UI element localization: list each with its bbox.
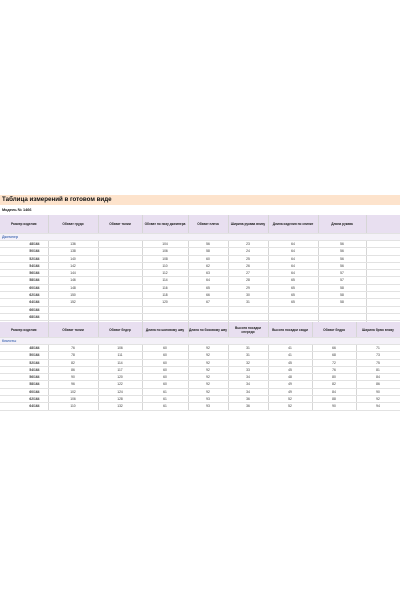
section-row bbox=[0, 234, 400, 241]
table-row bbox=[0, 374, 400, 381]
table-cell bbox=[48, 306, 98, 313]
column-header: Размер изделия bbox=[0, 322, 48, 338]
table-cell: 111 bbox=[98, 352, 142, 359]
table-row bbox=[0, 241, 400, 248]
size-cell: 60/164 bbox=[0, 284, 48, 291]
table-cell bbox=[366, 299, 400, 306]
table-cell bbox=[366, 292, 400, 299]
table-row bbox=[0, 292, 400, 299]
table-row bbox=[0, 306, 400, 313]
section-label: Джемпер bbox=[0, 234, 400, 241]
table-cell: 65 bbox=[268, 299, 318, 306]
table-cell: 57 bbox=[318, 277, 366, 284]
table-row bbox=[0, 352, 400, 359]
table-cell: 28 bbox=[228, 277, 268, 284]
table-cell: 32 bbox=[228, 359, 268, 366]
table-cell: 108 bbox=[142, 255, 188, 262]
table-cell: 45 bbox=[268, 359, 312, 366]
size-cell: 58/164 bbox=[0, 277, 48, 284]
table-cell: 78 bbox=[48, 352, 98, 359]
measurements-table-jumper bbox=[0, 215, 400, 329]
table-cell: 92 bbox=[188, 345, 228, 352]
table-cell: 72 bbox=[312, 359, 356, 366]
table-cell: 64 bbox=[268, 241, 318, 248]
table-cell: 76 bbox=[312, 366, 356, 373]
table-cell bbox=[98, 262, 142, 269]
table-cell: 114 bbox=[142, 277, 188, 284]
table-cell: 124 bbox=[98, 388, 142, 395]
table-cell bbox=[142, 306, 188, 313]
table-cell: 56 bbox=[188, 241, 228, 248]
table-cell: 76 bbox=[48, 345, 98, 352]
table-cell: 60 bbox=[142, 366, 188, 373]
table-row bbox=[0, 381, 400, 388]
table-cell bbox=[98, 313, 142, 320]
table-cell bbox=[188, 306, 228, 313]
table-cell bbox=[98, 284, 142, 291]
table-cell: 27 bbox=[228, 270, 268, 277]
table-cell: 64 bbox=[268, 255, 318, 262]
table-cell bbox=[98, 299, 142, 306]
table-cell bbox=[228, 313, 268, 320]
table-cell: 67 bbox=[188, 299, 228, 306]
table-cell: 144 bbox=[48, 270, 98, 277]
table-cell: 64 bbox=[268, 248, 318, 255]
table-cell: 58 bbox=[318, 292, 366, 299]
table-cell: 41 bbox=[268, 345, 312, 352]
table-cell: 92 bbox=[188, 388, 228, 395]
size-cell: 48/164 bbox=[0, 241, 48, 248]
table-cell bbox=[318, 306, 366, 313]
size-cell: 54/164 bbox=[0, 262, 48, 269]
size-cell: 50/164 bbox=[0, 352, 48, 359]
table-cell: 120 bbox=[142, 299, 188, 306]
table-cell: 112 bbox=[142, 270, 188, 277]
table-cell: 71 bbox=[356, 345, 400, 352]
size-cell: 58/164 bbox=[0, 381, 48, 388]
table-cell: 80 bbox=[312, 374, 356, 381]
table-cell: 64 bbox=[268, 262, 318, 269]
table-cell bbox=[366, 270, 400, 277]
table-row bbox=[0, 262, 400, 269]
table-cell: 29 bbox=[228, 284, 268, 291]
table-cell: 61 bbox=[142, 396, 188, 403]
column-header: Ширина рукава внизу bbox=[228, 215, 268, 234]
table-cell: 92 bbox=[188, 381, 228, 388]
table-cell: 60 bbox=[188, 255, 228, 262]
size-cell: 62/164 bbox=[0, 396, 48, 403]
table-row bbox=[0, 359, 400, 366]
table-cell: 92 bbox=[188, 352, 228, 359]
table-cell bbox=[366, 277, 400, 284]
table-cell: 93 bbox=[188, 396, 228, 403]
section-row bbox=[0, 338, 400, 345]
table-cell bbox=[98, 248, 142, 255]
table-cell: 116 bbox=[142, 284, 188, 291]
column-header: Ширина брюк внизу bbox=[356, 322, 400, 338]
table-cell: 110 bbox=[48, 403, 98, 410]
table-cell bbox=[142, 313, 188, 320]
table-cell bbox=[98, 270, 142, 277]
column-header: Длина рукава bbox=[318, 215, 366, 234]
table-cell: 45 bbox=[268, 366, 312, 373]
size-cell: 64/164 bbox=[0, 403, 48, 410]
table-cell: 117 bbox=[98, 366, 142, 373]
table-cell: 88 bbox=[312, 396, 356, 403]
table-cell bbox=[98, 255, 142, 262]
table-cell: 132 bbox=[98, 403, 142, 410]
table-cell: 90 bbox=[356, 388, 400, 395]
table-row bbox=[0, 403, 400, 410]
table-cell: 84 bbox=[356, 374, 400, 381]
table-cell: 94 bbox=[356, 403, 400, 410]
column-header: Обхват бедра bbox=[312, 322, 356, 338]
table-cell: 66 bbox=[312, 345, 356, 352]
table-cell: 102 bbox=[48, 388, 98, 395]
page-title: Таблица измерений в готовом виде bbox=[2, 196, 112, 203]
column-header: Обхват бедер bbox=[98, 322, 142, 338]
table-cell bbox=[366, 284, 400, 291]
table-header-row bbox=[0, 322, 400, 338]
section-label: Кюлоты bbox=[0, 338, 400, 345]
column-header bbox=[366, 215, 400, 234]
size-cell: 52/164 bbox=[0, 359, 48, 366]
size-cell: 66/164 bbox=[0, 306, 48, 313]
table-cell: 92 bbox=[188, 366, 228, 373]
table-cell: 82 bbox=[48, 359, 98, 366]
table-header-row bbox=[0, 215, 400, 234]
table-cell bbox=[268, 313, 318, 320]
table-cell bbox=[268, 306, 318, 313]
table-cell bbox=[366, 255, 400, 262]
table-cell bbox=[366, 313, 400, 320]
table-cell: 128 bbox=[98, 396, 142, 403]
table-cell: 56 bbox=[318, 241, 366, 248]
table-cell: 66 bbox=[188, 292, 228, 299]
table-cell: 64 bbox=[188, 277, 228, 284]
size-cell: 50/164 bbox=[0, 248, 48, 255]
table-cell: 84 bbox=[312, 388, 356, 395]
column-header: Размер изделия bbox=[0, 215, 48, 234]
table-cell: 34 bbox=[228, 381, 268, 388]
table-cell: 65 bbox=[188, 284, 228, 291]
table-cell: 36 bbox=[228, 403, 268, 410]
table-row bbox=[0, 396, 400, 403]
table-cell: 63 bbox=[188, 270, 228, 277]
column-header: Длина по боковому шву bbox=[188, 322, 228, 338]
size-cell: 62/164 bbox=[0, 292, 48, 299]
size-cell: 52/164 bbox=[0, 255, 48, 262]
table-row bbox=[0, 248, 400, 255]
table-cell: 136 bbox=[48, 241, 98, 248]
size-cell: 60/164 bbox=[0, 388, 48, 395]
table-cell: 26 bbox=[228, 262, 268, 269]
table-cell: 57 bbox=[318, 270, 366, 277]
table-row bbox=[0, 299, 400, 306]
table-cell: 36 bbox=[228, 396, 268, 403]
table-cell bbox=[366, 241, 400, 248]
table-row bbox=[0, 313, 400, 320]
size-cell: 56/164 bbox=[0, 270, 48, 277]
table-cell: 48 bbox=[268, 374, 312, 381]
model-number: Модель № 1466 bbox=[2, 208, 32, 212]
column-header: Обхват плеча bbox=[188, 215, 228, 234]
table-cell: 24 bbox=[228, 248, 268, 255]
table-cell: 60 bbox=[142, 374, 188, 381]
column-header: Обхват по низу джемпера bbox=[142, 215, 188, 234]
table-cell: 92 bbox=[188, 374, 228, 381]
table-cell: 56 bbox=[318, 248, 366, 255]
table-cell: 25 bbox=[228, 255, 268, 262]
table-cell: 90 bbox=[312, 403, 356, 410]
column-header: Высота посадки спереди bbox=[228, 322, 268, 338]
table-cell: 60 bbox=[142, 352, 188, 359]
table-cell: 86 bbox=[48, 366, 98, 373]
table-cell: 106 bbox=[48, 396, 98, 403]
column-header: Высота посадки сзади bbox=[268, 322, 312, 338]
table-cell: 60 bbox=[142, 345, 188, 352]
table-cell: 152 bbox=[48, 299, 98, 306]
table-cell: 61 bbox=[142, 388, 188, 395]
table-cell: 114 bbox=[98, 359, 142, 366]
size-cell: 56/164 bbox=[0, 374, 48, 381]
table-cell: 34 bbox=[228, 374, 268, 381]
table-cell: 106 bbox=[142, 248, 188, 255]
table-cell: 92 bbox=[356, 396, 400, 403]
table-cell: 33 bbox=[228, 366, 268, 373]
table-cell: 56 bbox=[318, 255, 366, 262]
column-header: Длина по шаговому шву bbox=[142, 322, 188, 338]
table-cell: 58 bbox=[318, 284, 366, 291]
table-cell: 68 bbox=[312, 352, 356, 359]
measurements-table-culottes bbox=[0, 322, 400, 411]
table-cell: 65 bbox=[268, 284, 318, 291]
table-cell: 30 bbox=[228, 292, 268, 299]
table-cell: 31 bbox=[228, 352, 268, 359]
column-header: Обхват талии bbox=[98, 215, 142, 234]
table-row bbox=[0, 366, 400, 373]
table-cell: 106 bbox=[98, 345, 142, 352]
table-cell: 58 bbox=[318, 299, 366, 306]
table-cell: 41 bbox=[268, 352, 312, 359]
table-cell bbox=[48, 313, 98, 320]
table-cell: 146 bbox=[48, 277, 98, 284]
table-cell: 61 bbox=[142, 403, 188, 410]
table-row bbox=[0, 284, 400, 291]
table-cell: 60 bbox=[142, 359, 188, 366]
table-cell bbox=[98, 306, 142, 313]
table-cell bbox=[98, 292, 142, 299]
table-cell: 148 bbox=[48, 284, 98, 291]
column-header: Обхват талии bbox=[48, 322, 98, 338]
table-cell: 86 bbox=[356, 381, 400, 388]
table-cell: 93 bbox=[188, 403, 228, 410]
table-cell: 64 bbox=[268, 270, 318, 277]
table-row bbox=[0, 277, 400, 284]
table-cell: 81 bbox=[356, 366, 400, 373]
table-cell bbox=[318, 313, 366, 320]
table-cell: 120 bbox=[98, 374, 142, 381]
table-cell bbox=[98, 277, 142, 284]
table-cell bbox=[366, 248, 400, 255]
table-row bbox=[0, 255, 400, 262]
table-cell: 52 bbox=[268, 403, 312, 410]
table-cell: 34 bbox=[228, 388, 268, 395]
size-cell: 54/164 bbox=[0, 366, 48, 373]
table-cell: 56 bbox=[318, 262, 366, 269]
table-row bbox=[0, 270, 400, 277]
table-cell: 138 bbox=[48, 248, 98, 255]
table-cell: 73 bbox=[356, 352, 400, 359]
table-cell: 31 bbox=[228, 299, 268, 306]
table-cell: 96 bbox=[48, 381, 98, 388]
table-row bbox=[0, 388, 400, 395]
size-cell: 48/164 bbox=[0, 345, 48, 352]
column-header: Обхват груди bbox=[48, 215, 98, 234]
table-cell: 23 bbox=[228, 241, 268, 248]
table-cell: 110 bbox=[142, 262, 188, 269]
table-cell: 122 bbox=[98, 381, 142, 388]
table-cell: 118 bbox=[142, 292, 188, 299]
table-cell: 60 bbox=[142, 381, 188, 388]
table-cell: 49 bbox=[268, 381, 312, 388]
table-cell: 58 bbox=[188, 248, 228, 255]
table-cell bbox=[98, 241, 142, 248]
table-cell: 140 bbox=[48, 255, 98, 262]
table-cell: 75 bbox=[356, 359, 400, 366]
table-cell: 92 bbox=[188, 359, 228, 366]
table-cell: 142 bbox=[48, 262, 98, 269]
table-cell bbox=[188, 313, 228, 320]
table-cell: 150 bbox=[48, 292, 98, 299]
table-cell: 65 bbox=[268, 292, 318, 299]
table-cell bbox=[228, 306, 268, 313]
table-cell bbox=[366, 262, 400, 269]
column-header: Длина изделия по спинке bbox=[268, 215, 318, 234]
size-cell: 68/164 bbox=[0, 313, 48, 320]
table-cell: 52 bbox=[268, 396, 312, 403]
table-row bbox=[0, 345, 400, 352]
table-cell: 62 bbox=[188, 262, 228, 269]
table-cell: 49 bbox=[268, 388, 312, 395]
table-cell bbox=[366, 306, 400, 313]
table-cell: 65 bbox=[268, 277, 318, 284]
table-cell: 90 bbox=[48, 374, 98, 381]
table-cell: 82 bbox=[312, 381, 356, 388]
table-cell: 31 bbox=[228, 345, 268, 352]
table-cell: 104 bbox=[142, 241, 188, 248]
size-cell: 64/164 bbox=[0, 299, 48, 306]
